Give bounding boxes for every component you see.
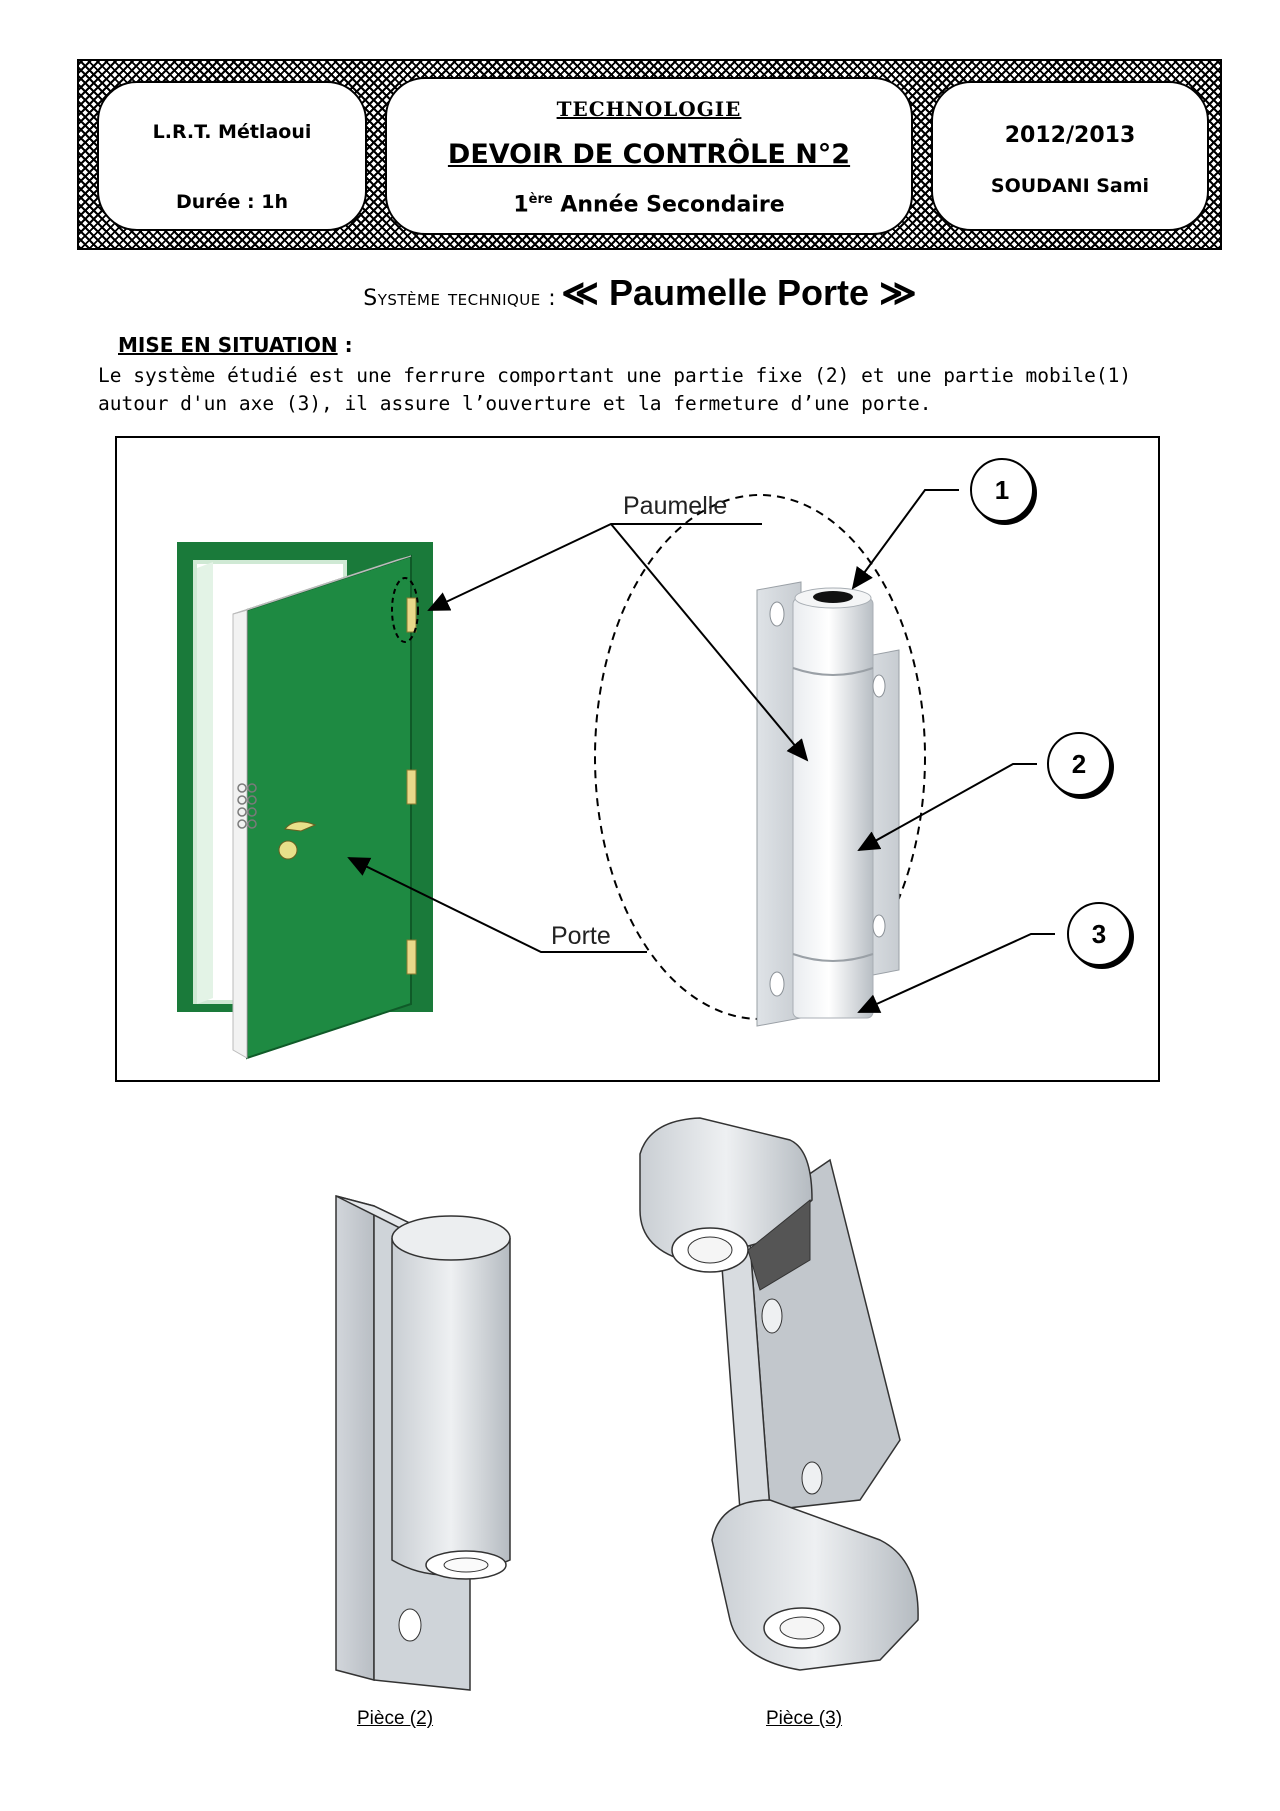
door-hinge-illustration xyxy=(117,438,1158,1080)
callout-2: 2 xyxy=(1047,732,1111,796)
section-heading-text: MISE EN SITUATION xyxy=(118,333,338,357)
subject-title: TECHNOLOGIE xyxy=(556,97,742,121)
level-text: Année Secondaire xyxy=(552,192,785,218)
piece-3-icon xyxy=(640,1118,918,1670)
system-label: Système technique : xyxy=(363,286,557,311)
exam-duration: Durée : 1h xyxy=(175,191,288,213)
label-porte: Porte xyxy=(551,922,611,950)
header-title-box xyxy=(385,77,913,235)
situation-paragraph: Le système étudié est une ferrure comportant une partie fixe (2) et une partie mobile(1) autour d'un axe (3), il assure l’ouverture et la fermeture d’une porte. xyxy=(98,364,1132,415)
hinge-icon xyxy=(757,582,899,1026)
label-paumelle: Paumelle xyxy=(623,492,728,520)
callout-3: 3 xyxy=(1067,902,1131,966)
header-year-box xyxy=(931,81,1209,231)
teacher-name: SOUDANI Sami xyxy=(990,175,1150,197)
system-figure xyxy=(115,436,1160,1082)
piece-2-icon xyxy=(336,1196,510,1690)
class-level xyxy=(387,192,911,217)
header-school-box xyxy=(97,81,367,231)
level-number: 1 xyxy=(513,192,529,218)
section-heading-colon: : xyxy=(337,333,353,357)
callout-1: 1 xyxy=(970,458,1034,522)
exam-title: DEVOIR DE CONTRÔLE N°2 xyxy=(447,139,851,170)
school-name: L.R.T. Métlaoui xyxy=(152,121,312,143)
door-icon xyxy=(177,542,433,1058)
system-title xyxy=(0,272,1280,314)
level-superscript: ère xyxy=(528,192,553,207)
piece-3-label: Pièce (3) xyxy=(766,1708,843,1729)
header-band xyxy=(77,59,1222,250)
system-name: ≪ Paumelle Porte ≫ xyxy=(561,272,917,313)
piece-2-label: Pièce (2) xyxy=(357,1708,434,1729)
school-year: 2012/2013 xyxy=(1004,123,1136,148)
section-heading xyxy=(118,333,353,357)
